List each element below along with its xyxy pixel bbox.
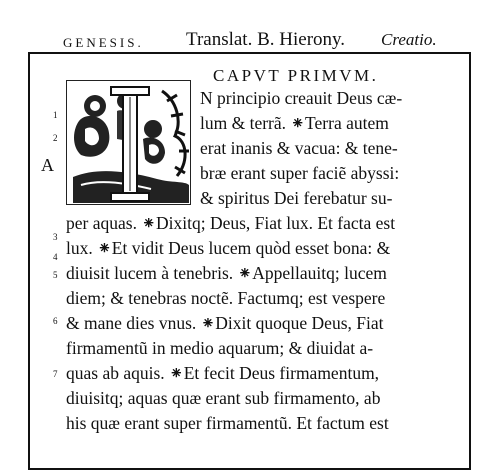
text-line: firmamentũ in medio aquarum; & diuidat a- (66, 338, 374, 358)
margin-letter-a: A (41, 155, 54, 175)
verse-number: 7 (53, 369, 58, 379)
verse-number: 3 (53, 232, 58, 242)
text-line: diuisit lucem à tenebris. ⁕Appellauitq; lucem (66, 263, 387, 283)
running-head-title: Translat. B. Hierony. (186, 29, 346, 50)
text-line: bræ erant super faciẽ abyssi: (200, 163, 400, 183)
running-head-book: GENESIS. (63, 35, 144, 50)
text-line: diem; & tenebras noctẽ. Factumq; est vespere (66, 288, 386, 308)
running-head (0, 27, 500, 55)
verse-number: 1 (53, 110, 58, 120)
text-line: quas ab aquis. ⁕Et fecit Deus firmamentum, (66, 363, 380, 383)
text-line: & spiritus Dei ferebatur su- (200, 188, 393, 208)
chapter-heading: CAPVT PRIMVM. (213, 66, 379, 85)
verse-number: 2 (53, 133, 58, 143)
decorated-initial-i-image (66, 80, 191, 205)
text-line: per aquas. ⁕Dixitq; Deus, Fiat lux. Et facta est (66, 213, 396, 233)
text-line: & mane dies vnus. ⁕Dixit quoque Deus, Fiat (66, 313, 384, 333)
verse-number: 6 (53, 316, 58, 326)
text-line: N principio creauit Deus cæ- (200, 88, 403, 108)
text-line: his quæ erant super firmamentũ. Et factum est (66, 413, 389, 433)
running-head-section: Creatio. (381, 30, 437, 49)
verse-number: 4 (53, 252, 58, 262)
text-line: lum & terrã. ⁕Terra autem (200, 113, 389, 133)
text-line: erat inanis & vacua: & tene- (200, 138, 398, 158)
text-line: lux. ⁕Et vidit Deus lucem quòd esset bona: & (66, 238, 391, 258)
verse-number: 5 (53, 270, 58, 280)
text-line: diuisitq; aquas quæ erant sub firmamento, ab (66, 388, 381, 408)
